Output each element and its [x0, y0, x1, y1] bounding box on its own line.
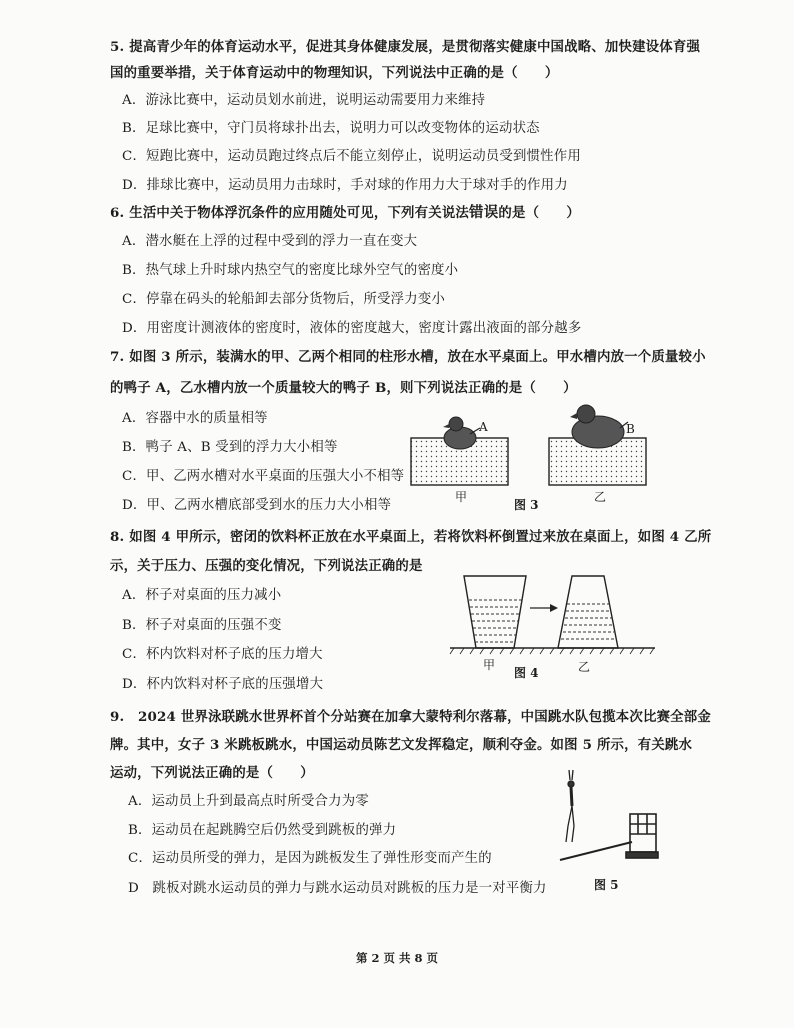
fig3-caption: 图 3	[514, 498, 539, 512]
figure-4	[450, 568, 660, 658]
duck-b-icon	[570, 405, 628, 448]
q8-stem-line1: 8. 如图 4 甲所示，密闭的饮料杯正放在水平桌面上，若将饮料杯倒置过来放在桌面上，如图 4 乙所	[110, 529, 712, 545]
fig5-caption: 图 5	[594, 878, 619, 892]
fig3-label-jia: 甲	[455, 490, 468, 504]
fig3-label-b: B	[626, 422, 635, 436]
q6-option-a: A．潜水艇在上浮的过程中受到的浮力一直在变大	[122, 234, 418, 249]
fig4-label-yi: 乙	[578, 660, 591, 674]
q5-option-b: B．足球比赛中，守门员将球扑出去，说明力可以改变物体的运动状态	[122, 121, 540, 136]
q9-stem-line1: 9. 2024 世界泳联跳水世界杯首个分站赛在加拿大蒙特利尔落幕，中国跳水队包揽本次比赛全部金	[110, 709, 711, 725]
platform-icon	[626, 814, 658, 858]
q6-stem	[110, 204, 580, 222]
fig3-label-yi: 乙	[594, 490, 607, 504]
q8-option-a: A．杯子对桌面的压力减小	[122, 588, 282, 603]
diver-icon	[566, 770, 574, 842]
q9-option-d: D 跳板对跳水运动员的弹力与跳水运动员对跳板的压力是一对平衡力	[128, 881, 547, 896]
springboard	[560, 842, 632, 860]
q7-stem-line1: 7. 如图 3 所示，装满水的甲、乙两个相同的柱形水槽，放在水平桌面上。甲水槽内放一个质量较小	[110, 349, 706, 365]
cup-yi	[558, 576, 618, 648]
q7-option-d: D．甲、乙两水槽底部受到水的压力大小相等	[122, 498, 392, 513]
q6-option-c: C．停靠在码头的轮船卸去部分货物后，所受浮力变小	[122, 292, 446, 307]
q9-option-a: A．运动员上升到最高点时所受合力为零	[128, 794, 369, 809]
q5-stem-line2: 国的重要举措，关于体育运动中的物理知识，下列说法中正确的是（ ）	[110, 65, 559, 81]
q5-option-c: C．短跑比赛中，运动员跑过终点后不能立刻停止，说明运动员受到惯性作用	[122, 149, 581, 164]
figure-5	[552, 770, 662, 875]
q8-option-b: B．杯子对桌面的压强不变	[122, 618, 282, 633]
fig4-caption: 图 4	[514, 666, 539, 680]
q9-option-b: B．运动员在起跳腾空后仍然受到跳板的弹力	[128, 823, 397, 838]
q5-option-d: D．排球比赛中，运动员用力击球时，手对球的作用力大于球对手的作用力	[122, 178, 568, 193]
q9-stem-line2: 牌。其中，女子 3 米跳板跳水，中国运动员陈艺文发挥稳定，顺利夺金。如图 5 所示，有关跳水	[110, 737, 693, 753]
q8-option-c: C．杯内饮料对杯子底的压力增大	[122, 647, 323, 662]
q7-option-c: C．甲、乙两水槽对水平桌面的压强大小不相等	[122, 469, 405, 484]
q7-stem-line2: 的鸭子 A，乙水槽内放一个质量较大的鸭子 B，则下列说法正确的是（ ）	[110, 380, 577, 396]
q6-option-d: D．用密度计测液体的密度时，液体的密度越大，密度计露出液面的部分越多	[122, 321, 582, 336]
page-number: 第 2 页 共 8 页	[355, 951, 439, 965]
q5-stem-line1: 5. 提高青少年的体育运动水平，促进其身体健康发展，是贯彻落实健康中国战略、加快建设体育强	[110, 39, 701, 55]
q6-stem-emphasis: 错误	[469, 204, 499, 221]
q5-option-a: A．游泳比赛中，运动员划水前进，说明运动需要用力来维持	[122, 93, 486, 108]
figure-3	[400, 400, 660, 510]
q9-stem-line3: 运动，下列说法正确的是（ ）	[110, 765, 314, 781]
q6-stem-post: 的是（ ）	[498, 205, 580, 221]
q6-stem-pre: 6. 生活中关于物体浮沉条件的应用随处可见，下列有关说法	[110, 205, 470, 221]
q9-option-c: C．运动员所受的弹力，是因为跳板发生了弹性形变而产生的	[128, 851, 492, 866]
q7-option-b: B．鸭子 A、B 受到的浮力大小相等	[122, 440, 338, 455]
q6-option-b: B．热气球上升时球内热空气的密度比球外空气的密度小	[122, 263, 459, 278]
q8-stem-line2: 示，关于压力、压强的变化情况，下列说法正确的是	[110, 558, 423, 574]
cup-jia	[464, 576, 526, 648]
fig4-label-jia: 甲	[483, 658, 496, 672]
fig3-label-a: A	[479, 420, 488, 434]
q7-option-a: A．容器中水的质量相等	[122, 411, 268, 426]
q8-option-d: D．杯内饮料对杯子底的压强增大	[122, 677, 324, 692]
